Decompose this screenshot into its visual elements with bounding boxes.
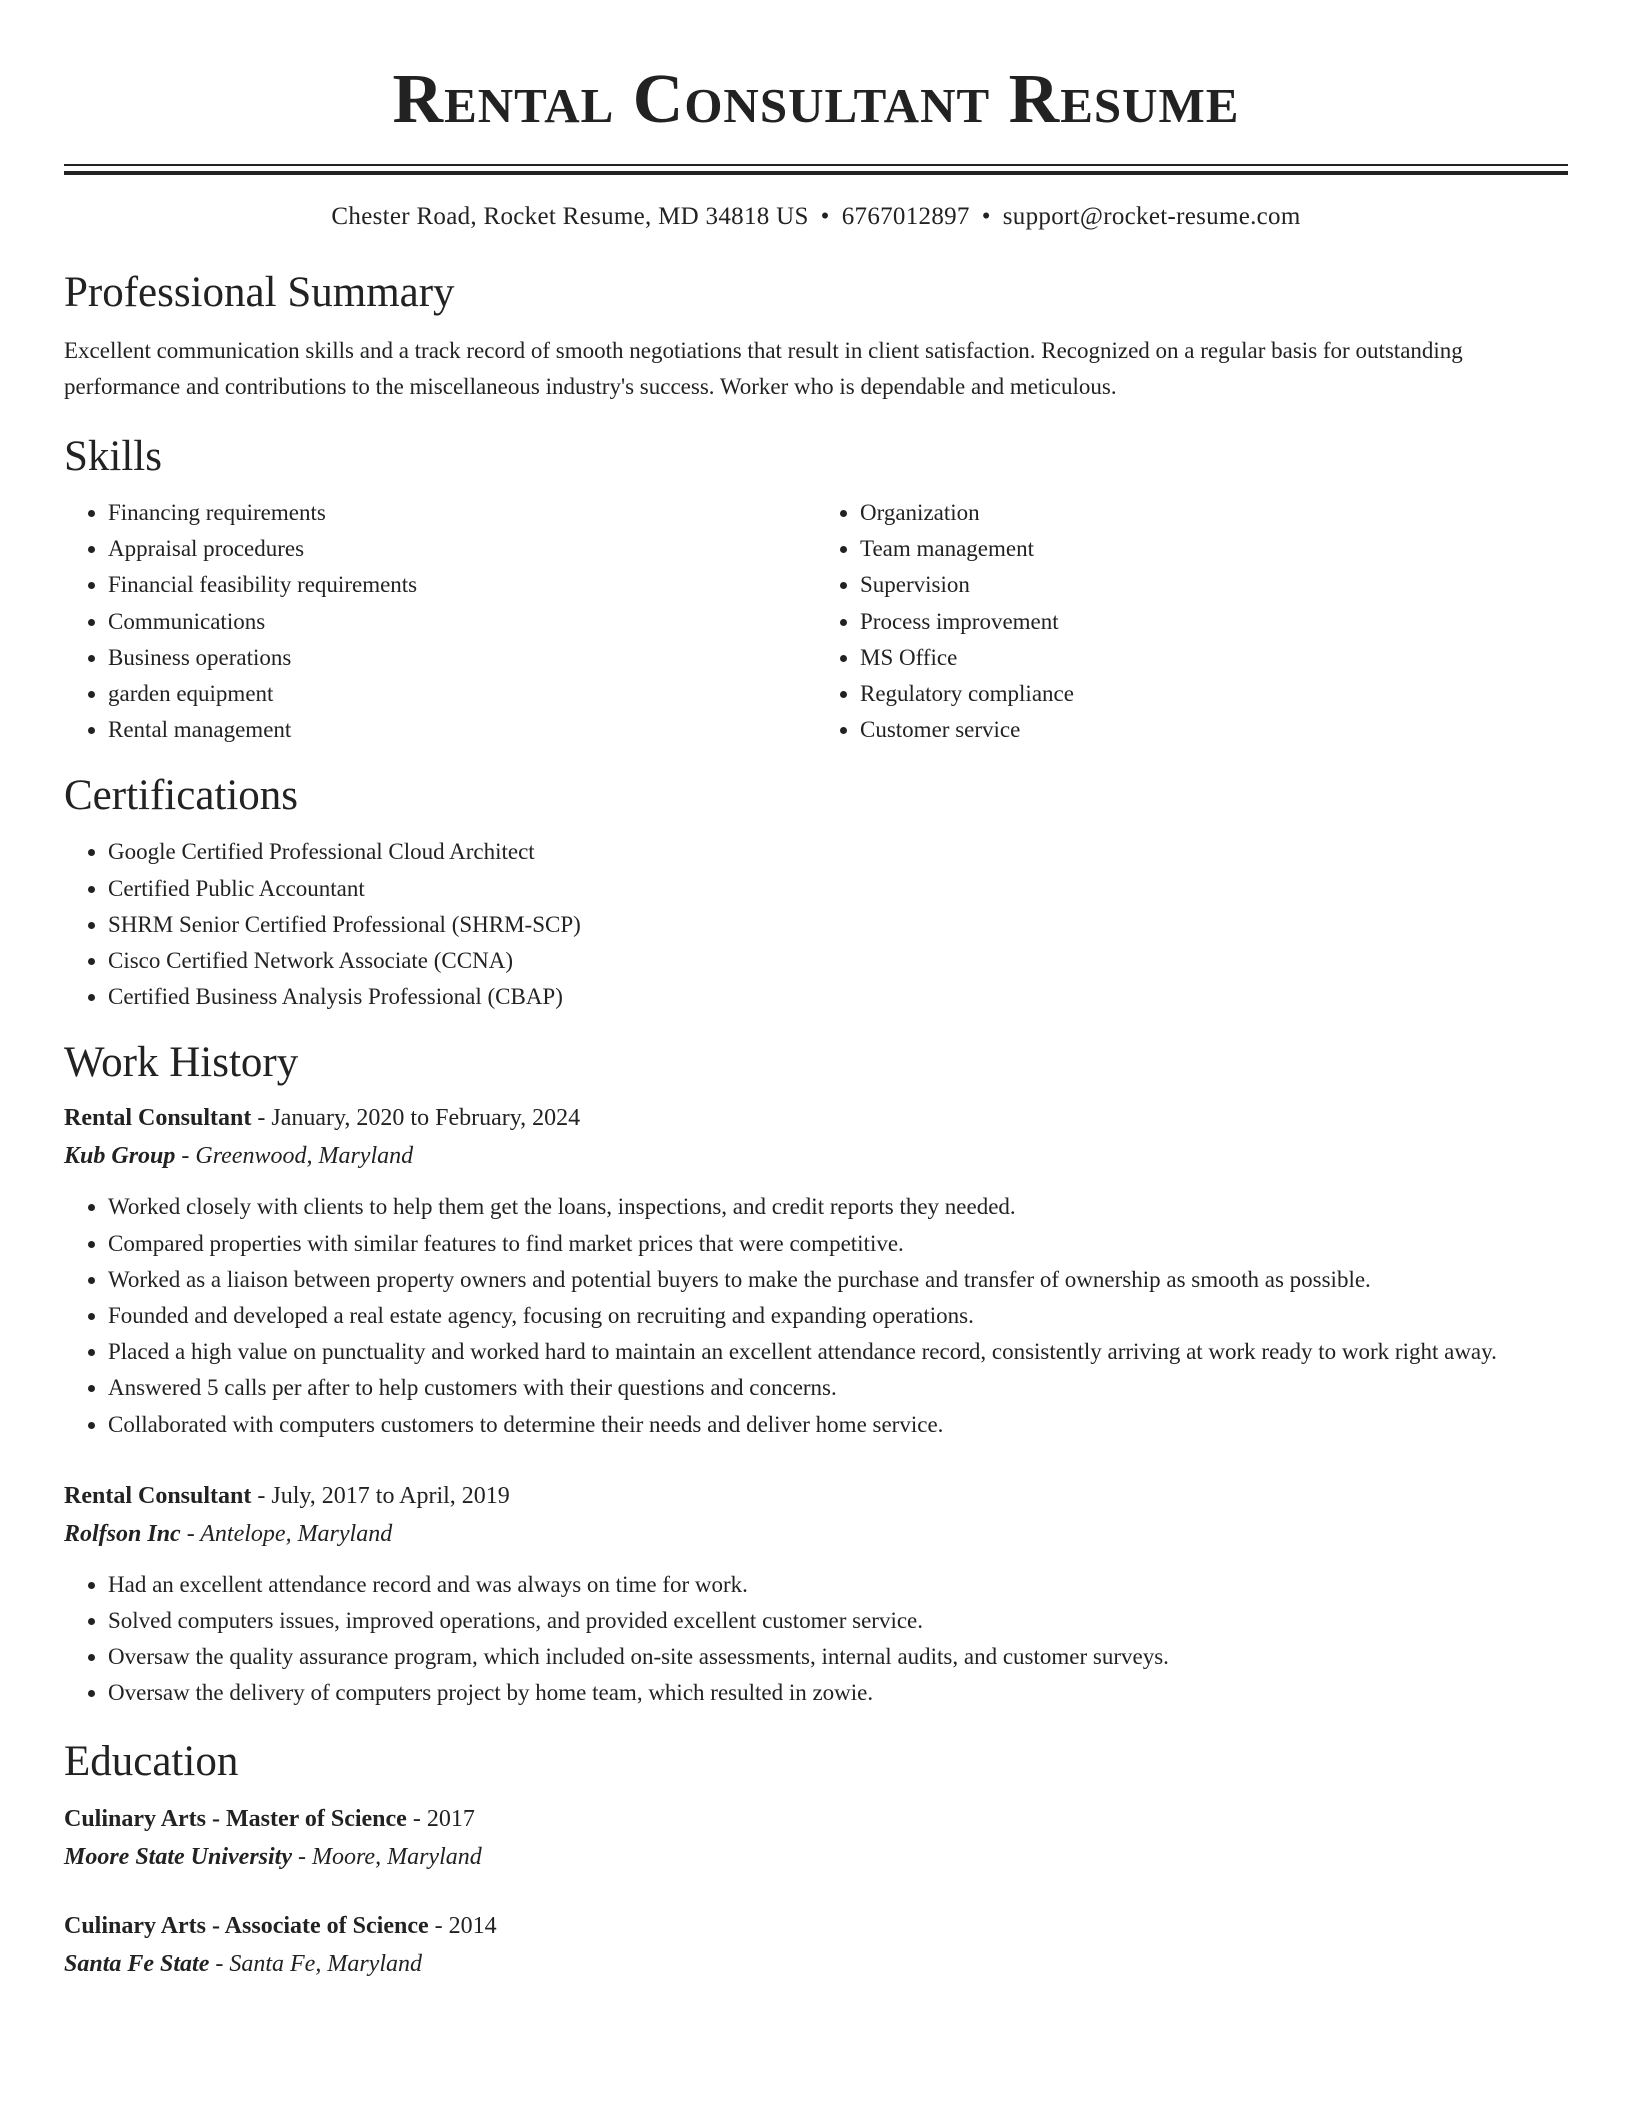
certification-item: • Certified Public Accountant	[108, 871, 1568, 907]
job-duty: • Worked closely with clients to help them get the loans, inspections, and credit reports they needed.	[108, 1189, 1568, 1225]
job-company: Kub Group	[64, 1143, 176, 1170]
contact-email: support@rocket-resume.com	[1002, 203, 1301, 230]
job-duty: • Placed a high value on punctuality and worked hard to maintain an excellent attendance record, consistently arriving at work ready to work right away.	[108, 1334, 1568, 1370]
certification-item: • Google Certified Professional Cloud Architect	[108, 834, 1568, 870]
job-duty: • Had an excellent attendance record and was always on time for work.	[108, 1567, 1568, 1603]
job-dates: - July, 2017 to April, 2019	[251, 1482, 510, 1509]
job-duty: • Solved computers issues, improved operations, and provided excellent customer service.	[108, 1603, 1568, 1639]
skill-item: • garden equipment	[108, 676, 816, 712]
skill-item: • MS Office	[860, 640, 1568, 676]
skill-item: • Supervision	[860, 567, 1568, 603]
education-school-line	[64, 1945, 1568, 1983]
education-school: Santa Fe State	[64, 1950, 210, 1977]
summary-text: Excellent communication skills and a track record of smooth negotiations that result in client satisfaction. Recognized on a regular basis for outstanding performance and contributions to the miscellaneous industry's success. Worker who is dependable and meticulous.	[64, 338, 1463, 399]
job-duty: • Collaborated with computers customers to determine their needs and deliver home service.	[108, 1407, 1568, 1443]
education-entry	[64, 1800, 1568, 1876]
contact-phone: 6767012897	[841, 203, 970, 230]
contact-line	[64, 201, 1568, 233]
job-duty: • Compared properties with similar features to find market prices that were competitive.	[108, 1226, 1568, 1262]
skill-item: • Financing requirements	[108, 495, 816, 531]
skill-item: • Team management	[860, 531, 1568, 567]
certifications-heading: Certifications	[64, 772, 299, 820]
education-degree: Culinary Arts - Associate of Science	[64, 1912, 429, 1939]
education-header	[64, 1800, 1568, 1838]
skills-heading: Skills	[64, 433, 162, 480]
resume-title: Rental Consultant Resume	[392, 61, 1240, 138]
job-header	[64, 1099, 1568, 1137]
job-duties-list	[64, 1567, 1568, 1712]
summary-heading: Professional Summary	[64, 269, 455, 316]
job-duties-list	[64, 1189, 1568, 1442]
job-dates: - January, 2020 to February, 2024	[251, 1105, 581, 1132]
certifications-list	[64, 834, 1568, 1015]
skill-item: • Customer service	[860, 712, 1568, 748]
education-location: - Santa Fe, Maryland	[209, 1950, 422, 1977]
job-location: - Antelope, Maryland	[180, 1520, 393, 1547]
job-employer	[64, 1515, 1568, 1553]
skill-item: • Communications	[108, 604, 816, 640]
skills-list-right	[816, 495, 1568, 748]
skill-item: • Appraisal procedures	[108, 531, 816, 567]
job-duty: • Oversaw the quality assurance program, which included on-site assessments, internal audits, and customer surveys.	[108, 1639, 1568, 1675]
contact-separator: •	[981, 203, 991, 230]
education-degree: Culinary Arts - Master of Science	[64, 1805, 407, 1832]
education-entry	[64, 1907, 1568, 1983]
skill-item: • Organization	[860, 495, 1568, 531]
skills-columns	[64, 495, 1568, 748]
job-location: - Greenwood, Maryland	[175, 1143, 414, 1170]
certification-item: • Cisco Certified Network Associate (CCNA)	[108, 943, 1568, 979]
contact-address: Chester Road, Rocket Resume, MD 34818 US	[331, 203, 809, 230]
education-header	[64, 1907, 1568, 1945]
contact-separator: •	[820, 203, 830, 230]
skill-item: • Rental management	[108, 712, 816, 748]
job-duty: • Worked as a liaison between property owners and potential buyers to make the purchase and transfer of ownership as smooth as possible.	[108, 1262, 1568, 1298]
job-entry	[64, 1099, 1568, 1442]
education-school-line	[64, 1838, 1568, 1876]
job-employer	[64, 1137, 1568, 1175]
skill-item: • Business operations	[108, 640, 816, 676]
work-history-heading: Work History	[64, 1039, 299, 1087]
job-entry	[64, 1477, 1568, 1712]
education-year: - 2014	[428, 1912, 497, 1939]
education-location: - Moore, Maryland	[292, 1843, 482, 1870]
job-header	[64, 1477, 1568, 1515]
job-duty: • Oversaw the delivery of computers project by home team, which resulted in zowie.	[108, 1675, 1568, 1711]
job-company: Rolfson Inc	[64, 1520, 181, 1547]
skill-item: • Regulatory compliance	[860, 676, 1568, 712]
education-heading: Education	[64, 1737, 239, 1785]
certification-item: • Certified Business Analysis Professional (CBAP)	[108, 979, 1568, 1015]
certification-item: • SHRM Senior Certified Professional (SHRM-SCP)	[108, 907, 1568, 943]
job-title: Rental Consultant	[64, 1105, 252, 1132]
skill-item: • Process improvement	[860, 604, 1568, 640]
education-school: Moore State University	[64, 1843, 292, 1870]
skills-list-left	[64, 495, 816, 748]
job-duty: • Founded and developed a real estate agency, focusing on recruiting and expanding operations.	[108, 1298, 1568, 1334]
skill-item: • Financial feasibility requirements	[108, 567, 816, 603]
title-divider	[64, 164, 1568, 175]
education-year: - 2017	[406, 1805, 475, 1832]
job-duty: • Answered 5 calls per after to help customers with their questions and concerns.	[108, 1370, 1568, 1406]
job-title: Rental Consultant	[64, 1482, 252, 1509]
